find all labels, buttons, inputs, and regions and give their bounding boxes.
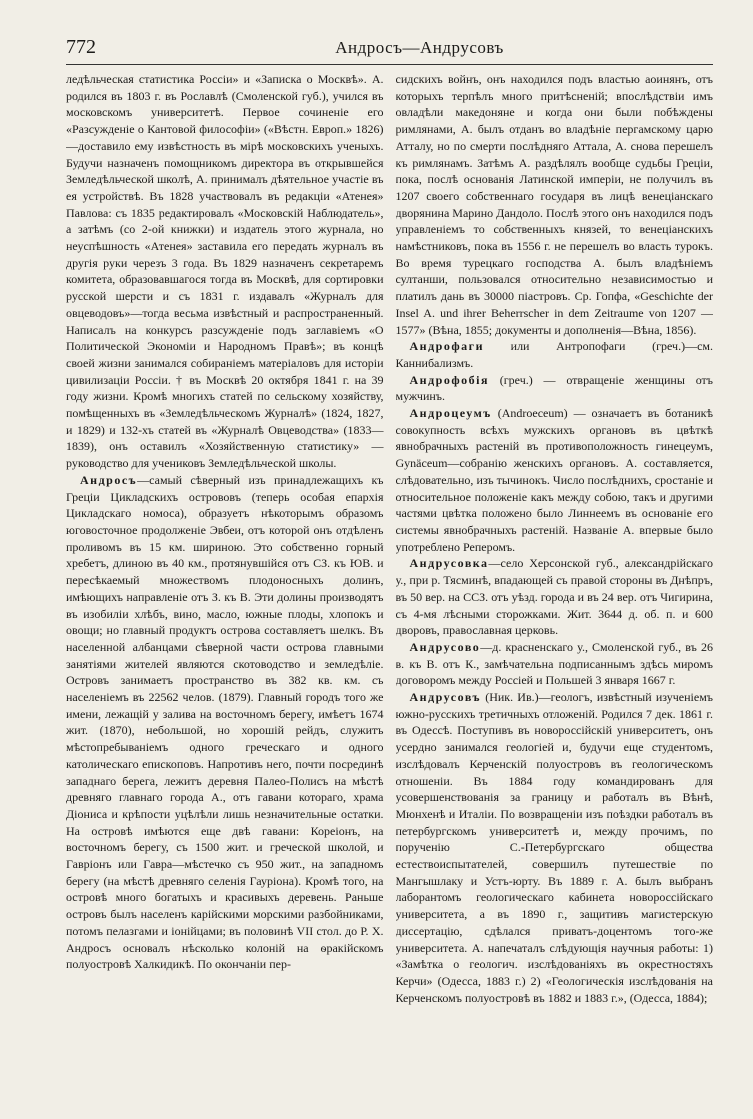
dictionary-entry <box>396 639 714 689</box>
entry-headword: Андросъ <box>80 472 138 487</box>
entry-headword: Андроцеумъ <box>409 406 492 421</box>
right-column <box>396 71 714 1107</box>
entry-headword: Андрусовъ <box>409 690 482 705</box>
continued-text <box>396 71 714 338</box>
running-header <box>66 36 713 65</box>
entry-text: —село Херсонской губ., александрійскаго у., при р. Тясминѣ, впадающей съ правой стороны въ Днѣпръ, въ 50 вер. на ССЗ. отъ уѣзд. города и въ 24 вер. отъ Чигирина, съ 4-мя лѣсными сторожками. Жит. 3644 д. об. п. и 600 дворовъ, православная церковь. <box>395 556 713 638</box>
page-number: 772 <box>66 36 96 58</box>
entry-headword: Андрусово <box>409 639 481 654</box>
entry-text: (греч.) — отвращеніе женщины отъ мужчинъ. <box>395 372 713 404</box>
entry-text: (Ник. Ив.)—геологъ, извѣстный изученіемъ южно-русскихъ третичныхъ отложеній. Родился 7 дек. 1861 г. въ Одессѣ. Поступивъ въ новороссійскій университетъ, онъ усердно занимался геологіей и, будучи еще студентомъ, изслѣдовалъ Керченскій полуостровъ въ геологическомъ отношеніи. Въ 1884 году командированъ для усовершенствованія за границу и работалъ въ Вѣнѣ, Мюнхенѣ и Италіи. По возвращеніи изъ поѣздки работалъ въ петербургскомъ университетѣ и, между прочимъ, по порученію С.-Петербургскаго общества естествоиспытателей, совершилъ путешествіе по Мангышлаку и Устъ-юрту. Въ 1889 г. А. былъ выбранъ лаборантомъ геологическаго кабинета новороссійскаго университета, а въ 1890 г., защитивъ магистерскую диссертацію, сдѣлался приватъ-доцентомъ того-же университета. А. напечаталъ слѣдующія научныя работы: 1) «Замѣтка о геологич. изслѣдованіяхъ въ окрестностяхъ Керчи» (Одесса, 1883 г.) 2) «Геологическія изслѣдованія на Керченскомъ полуостровѣ въ 1882 и 1883 г.», (Одесса, 1884); <box>395 690 713 1005</box>
dictionary-entry <box>66 472 384 973</box>
entry-headword: Андрусовка <box>409 556 489 571</box>
left-column <box>66 71 384 1107</box>
dictionary-entry <box>396 689 714 1006</box>
entry-headword: Андрофаги <box>409 339 484 354</box>
running-title: Андросъ—Андрусовъ <box>335 38 504 57</box>
continued-text <box>66 71 384 472</box>
entry-text: —самый сѣверный изъ принадлежащихъ къ Греціи Цикладскихъ острововъ (теперь особая епархія Цикладскаго номоса), образуетъ нѣкоторымъ образомъ юговосточное продолженіе Эвбеи, отъ которой онъ отдѣленъ проливомъ въ 15 км. шириною. Это собственно горный хребетъ, длиною въ 40 км., протянувшійся отъ СЗ. къ ЮВ. и пересѣкаемый множествомъ плодоносныхъ долинъ, имѣющихъ направленіе отъ З. къ В. Эти долины производятъ въ изобиліи хлѣбъ, вино, масло, южные плоды, хлопокъ и овощи; но главный продуктъ острова составляетъ шелкъ. Въ населенной албанцами сѣверной части острова главными занятіями жителей являются скотоводство и земледѣліе. Островъ занимаетъ пространство въ 382 кв. км. съ населеніемъ въ 22562 челов. (1879). Главный городъ того же имени, лежащій у залива на восточномъ берегу, имѣетъ 1674 жит. (1870), небольшой, но хорошій рейдъ, служитъ мѣстопребываніемъ одного греческаго и одного католическаго епископовъ. Напротивъ него, почти посрединѣ западнаго берега, лежитъ деревня Палео-Полисъ на мѣстѣ древняго главнаго города А., отъ гавани котораго, храма Діониса и крѣпости уцѣлѣли лишь незначительные остатки. На островѣ имѣются еще двѣ гавани: Кореіонъ, на восточномъ берегу, съ 1500 жит. и греческой школой, и Гавріонъ или Гавра—мѣстечко съ 950 жит., на западномъ берегу (на мѣстѣ древняго селенія Гауріона). Кромѣ того, на островѣ много богатыхъ и красивыхъ деревень. Раньше островъ былъ населенъ карійскими морскими разбойниками, потомъ пелазгами и іонійцами; въ половинѣ VII стол. до Р. Х. Андросъ основалъ нѣсколько колоній на ѳракійскомъ полуостровѣ Халкидикѣ. По окончаніи пер- <box>66 472 384 972</box>
dictionary-entry <box>396 372 714 405</box>
entry-text: —д. красненскаго у., Смоленской губ., въ 26 в. къ В. отъ К., замѣчательна подписаннымъ здѣсь миромъ договоромъ между Россіей и Польшей 3 января 1667 г. <box>395 639 713 688</box>
dictionary-entry <box>396 405 714 555</box>
entry-text: (Androecеum) — означаетъ въ ботаникѣ совокупность всѣхъ мужскихъ органовъ въ цвѣткѣ явнобрачныхъ растеній въ противоположность гинецеумъ, Gynäceum—собранію женскихъ органовъ. А. составляется, слѣдовательно, изъ тычинокъ. Число послѣднихъ, сростаніе и относительное положеніе какъ между собою, такъ и другими частями цвѣтка положено было Линнеемъ въ основаніе его системы явнобрачныхъ растеній. Названіе А. впервые было употреблено Реперомъ. <box>395 406 713 554</box>
entry-text: ледѣльческая статистика Россіи» и «Записка о Москвѣ». А. родился въ 1803 г. въ Рославлѣ (Смоленской губ.), учился въ московскомъ университетѣ. Первое сочиненіе его «Разсужденіе о Кантовой философіи» («Вѣстн. Европ.» 1826)—доставило ему извѣстность въ мірѣ московскихъ ученыхъ. Будучи назначенъ помощникомъ директора въ открывшейся Земледѣльческой школѣ, А. принималъ дѣятельное участіе въ ея устройствѣ. Въ 1828 участвовалъ въ редакціи «Атенея» Павлова: съ 1835 редактировалъ «Московскій Наблюдатель», а затѣмъ (со 2-ой книжки) и издатель этого журнала, но неуспѣшность «Атенея» заставила его передать журналъ въ другія руки черезъ 3 года. Въ 1829 назначенъ секретаремъ комитета, образовавшагося тогда въ Москвѣ, для сортировки русской шерсти и съ 1831 г. издавалъ «Журналъ для овцеводовъ»—тогда весьма извѣстный и распространенный. Написалъ на конкурсъ разсужденіе подъ заглавіемъ «О Политической Экономіи и Народномъ Правѣ»; въ концѣ своей жизни занимался собираніемъ матеріаловъ для исторіи цивилизаціи Россіи. † въ Москвѣ 20 октября 1841 г. на 39 году жизни. Кромѣ многихъ статей по сельскому хозяйству, помѣщенныхъ въ «Земледѣльческомъ Журналѣ» (1824, 1827, и 1829) и 132-хъ статей въ «Журналѣ Овцеводства» (1833—1839), онъ оставилъ «Хозяйственную статистику» — руководство для учениковъ Земледѣльческой школы. <box>66 72 384 471</box>
entry-headword: Андрофобія <box>409 372 489 387</box>
entry-text: или Антропофаги (греч.)—см. Каннибализмъ. <box>395 339 713 370</box>
text-columns <box>66 71 713 1107</box>
entry-text: сидскихъ войнъ, онъ находился подъ властью аоинянъ, отъ которыхъ терпѣлъ много притѣсненій; впослѣдствіи имъ овладѣли македоняне и когда они были побѣждены римлянами, А. былъ отданъ во владѣніе пергамскому царю Атталу, но по смерти послѣдняго Аттала, А. снова перешелъ къ римлянамъ. Затѣмъ А. раздѣлялъ вообще судьбы Греціи, пока, послѣ основанія Латинской имперіи, не получилъ въ 1207 своего собственнаго государя въ лицѣ венеціанскаго дворянина Марино Дандоло. Послѣ этого онъ находился подъ управленіемъ то собственныхъ князей, то венеціанскихъ намѣстниковъ, пока въ 1556 г. не перешелъ во власть турокъ. Во время турецкаго господства А. былъ владѣніемъ султанши, пользовался относительно независимостью и платилъ дань въ 30000 піастровъ. Ср. Гопфа, «Geschichte der Insel A. und ihrer Beherrscher in dem Zeitraume von 1207 — 1577» (Вѣна, 1855; документы и дополненія—Вѣна, 1856). <box>395 72 713 337</box>
dictionary-entry <box>396 338 714 371</box>
dictionary-entry <box>396 555 714 639</box>
